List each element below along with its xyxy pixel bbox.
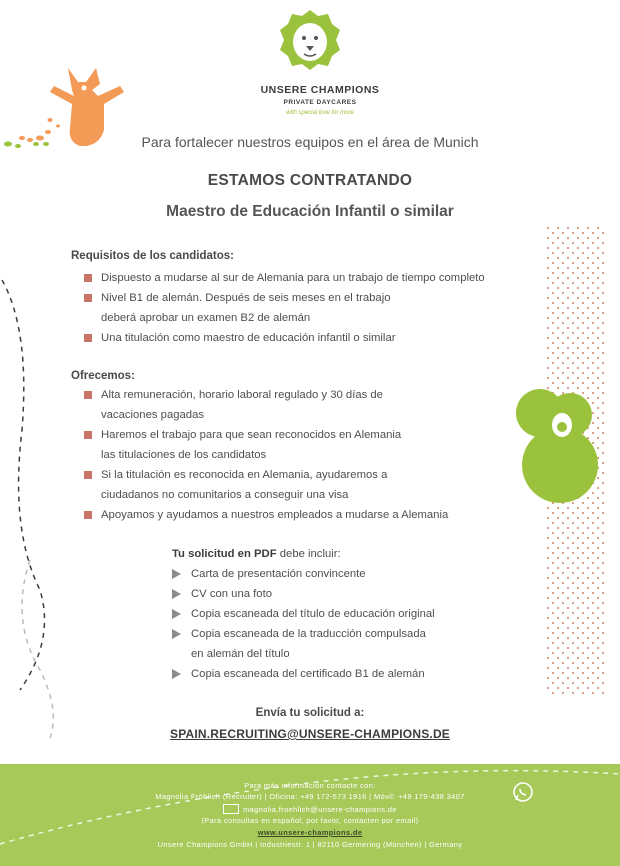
triangle-bullet-icon — [172, 629, 181, 639]
list-item: Una titulación como maestro de educación infantil o similar — [84, 328, 554, 348]
requirements-list — [84, 268, 554, 348]
triangle-bullet-icon — [172, 609, 181, 619]
koala-icon — [500, 385, 600, 505]
logo-subtitle: PRIVATE DAYCARES — [283, 99, 357, 106]
pdf-requirements — [172, 544, 502, 684]
list-item: Copia escaneada del título de educación original — [172, 604, 502, 624]
list-item: Carta de presentación convincente — [172, 564, 502, 584]
bullet-square-icon — [84, 471, 92, 479]
pdf-intro: Tu solicitud en PDF debe incluir: — [172, 548, 341, 560]
footer-email-line — [0, 804, 620, 814]
list-item: CV con una foto — [172, 584, 502, 604]
list-item: Apoyamos y ayudamos a nuestros empleados a mudarse a Alemania — [84, 505, 504, 525]
logo-name: UNSERE CHAMPIONS — [260, 84, 380, 96]
list-item: Copia escaneada del certificado B1 de alemán — [172, 664, 502, 684]
footer-address: Unsere Champions GmbH | Industriestr. 1 | 82110 Germering (München) | Germany — [157, 840, 463, 849]
triangle-bullet-icon — [172, 669, 181, 679]
job-title: Maestro de Educación Infantil o similar — [166, 203, 454, 220]
footer-phone-line: Magnolia Fröhlich (Recruiter) | Oficina: +49 172-573 1916 | Móvil: +49 179-438 3407 — [155, 792, 465, 801]
whatsapp-icon[interactable] — [512, 781, 534, 803]
list-item: Dispuesto a mudarse al sur de Alemania para un trabajo de tiempo completo — [84, 268, 554, 288]
offers-title: Ofrecemos: — [71, 370, 135, 382]
mail-icon — [223, 804, 239, 814]
bullet-square-icon — [84, 274, 92, 282]
bullet-square-icon — [84, 334, 92, 342]
logo-tagline: with special love for more — [286, 110, 354, 116]
pdf-list — [172, 564, 502, 684]
offers-list — [84, 385, 504, 525]
triangle-bullet-icon — [172, 569, 181, 579]
page-tagline: Para fortalecer nuestros equipos en el área de Munich — [141, 134, 479, 150]
list-item: Haremos el trabajo para que sean reconocidos en Alemania las titulaciones de los candidatos — [84, 425, 504, 465]
lion-logo-icon — [278, 8, 342, 78]
list-item: Alta remuneración, horario laboral regulado y 30 días de vacaciones pagadas — [84, 385, 504, 425]
bullet-square-icon — [84, 294, 92, 302]
footer-note: (Para consultas en español, por favor, contacten por email) — [201, 816, 419, 825]
requirements-title: Requisitos de los candidatos: — [71, 250, 234, 262]
footer — [0, 764, 620, 866]
triangle-bullet-icon — [172, 589, 181, 599]
footer-dashed-path — [0, 764, 620, 866]
bullet-square-icon — [84, 431, 92, 439]
footer-website-link[interactable]: www.unsere-champions.de — [257, 828, 363, 837]
page-heading: ESTAMOS CONTRATANDO — [207, 172, 413, 189]
apply-label: Envía tu solicitud a: — [255, 707, 365, 719]
footer-contact-intro: Para más información contacte con: — [244, 781, 376, 790]
list-item: Si la titulación es reconocida en Alemania, ayudaremos a ciudadanos no comunitarios a conseguir una visa — [84, 465, 504, 505]
list-item: Nivel B1 de alemán. Después de seis meses en el trabajo deberá aprobar un examen B2 de alemán — [84, 288, 554, 328]
apply-email-link[interactable]: SPAIN.RECRUITING@UNSERE-CHAMPIONS.DE — [169, 727, 451, 741]
bullet-square-icon — [84, 391, 92, 399]
footer-email[interactable]: magnolia.froehlich@unsere-champions.de — [243, 805, 397, 814]
list-item: Copia escaneada de la traducción compulsada en alemán del título — [172, 624, 502, 664]
bullet-square-icon — [84, 511, 92, 519]
